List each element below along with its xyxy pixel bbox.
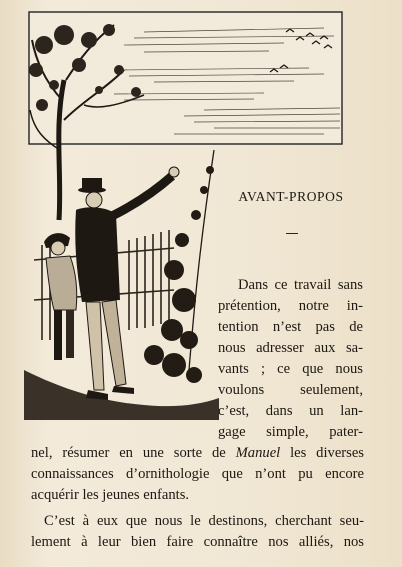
child-figure (44, 233, 77, 360)
text-segment: nel, résumer en une sorte de (31, 445, 236, 461)
paragraph-line: acquérir les jeunes enfants. (31, 487, 190, 503)
paragraph-line-with-italic (31, 443, 364, 464)
paragraph-line: lement à leur bien faire connaître nos alliés, nos (31, 534, 364, 550)
paragraph-line: gage simple, pater- (218, 424, 363, 440)
text-segment: les diverses (280, 445, 364, 461)
paragraph-line: tention n’est pas de (218, 319, 363, 335)
chapter-heading: AVANT-PROPOS (238, 189, 344, 204)
heading-separator (286, 233, 298, 234)
bushes (144, 166, 214, 383)
paragraph-line: vants ; ce que nous (218, 361, 363, 377)
paragraph-line: nous adresser aux sa- (218, 340, 363, 356)
sky-frame (29, 12, 342, 144)
paragraph-line: C’est à eux que nous le destinons, cherchant seu- (44, 513, 364, 529)
paragraph-line: connaissances d’ornithologie que n’ont pu encore (31, 466, 364, 482)
paragraph-line: Dans ce travail sans (238, 277, 363, 293)
paragraph-line: c’est, dans un lan- (218, 403, 363, 419)
italic-word: Manuel (235, 445, 281, 461)
paragraph-line: voulons seulement, (218, 382, 363, 398)
paragraph-line: prétention, notre in- (218, 298, 363, 314)
